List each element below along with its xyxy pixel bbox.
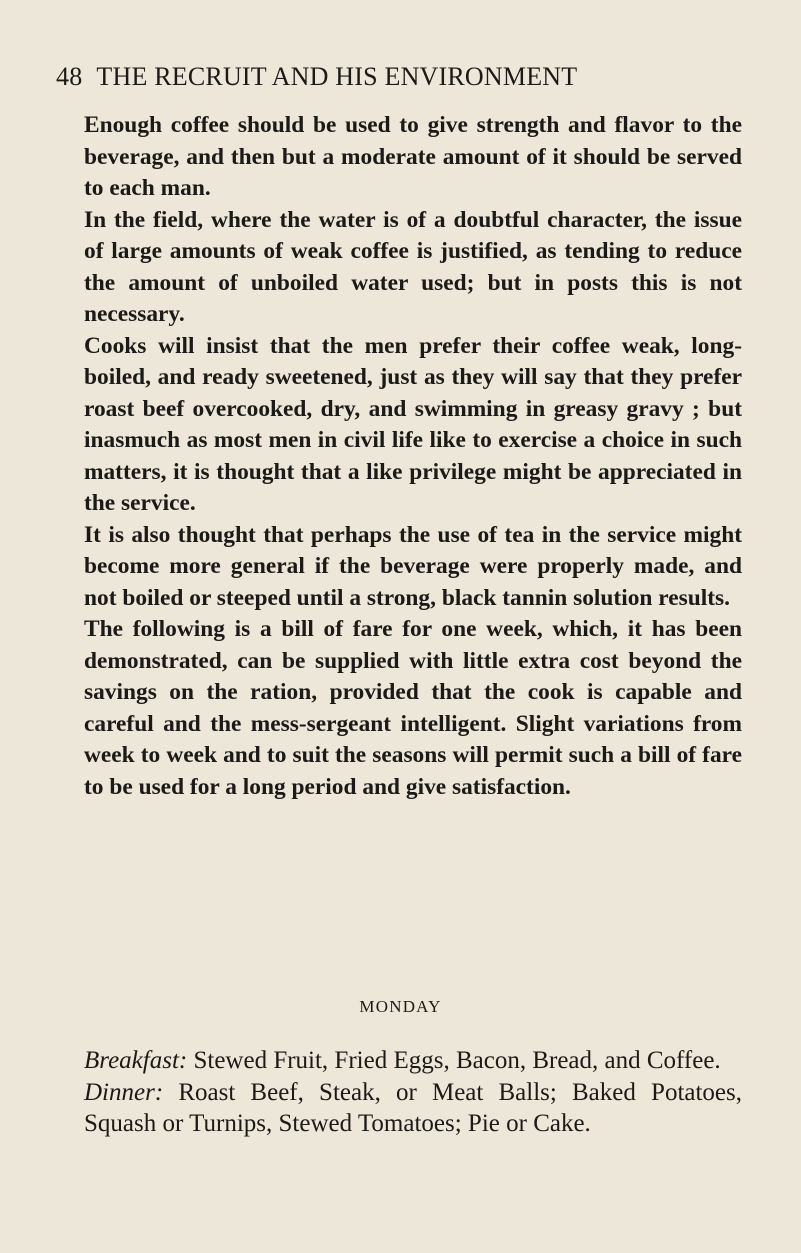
paragraph-tea: It is also thought that perhaps the use of tea in the service might become more general if the beverage were properly made, and not boiled or steeped until a strong, black tannin solution results. [84, 521, 742, 611]
section-heading-monday: MONDAY [359, 997, 442, 1016]
meal-label-breakfast: Breakfast: [84, 1047, 188, 1074]
menu-entry-breakfast [84, 1045, 742, 1077]
page-number: 48 [56, 62, 83, 91]
paragraph-bill-of-fare: The following is a bill of fare for one week, which, it has been demonstrated, can be supplied with little extra cost beyond the savings on the ration, provided that the cook is capable and careful and the mess-sergeant intelligent. Slight variations from week to week and to suit the seasons will permit such a bill of fare to be used for a long period and give satisfaction. [84, 616, 742, 800]
meal-items-breakfast: Stewed Fruit, Fried Eggs, Bacon, Bread, and Coffee. [193, 1047, 721, 1074]
meal-label-dinner: Dinner: [84, 1078, 164, 1106]
running-head [56, 60, 756, 94]
paragraph-field-water: In the field, where the water is of a doubtful character, the issue of large amounts of weak coffee is justified, as tending to reduce the amount of unboiled water used; but in posts this is not necessary. [84, 206, 742, 327]
paragraph-coffee-strength: Enough coffee should be used to give strength and flavor to the beverage, and then but a moderate amount of it should be served to each man. [84, 112, 742, 201]
paragraph-cooks-preferences: Cooks will insist that the men prefer their coffee weak, long-boiled, and ready sweetened, just as they will say that they prefer roast beef overcooked, dry, and swimming in greasy gravy ; but inasmuch as most men in civil life like to exercise a choice in such matters, it is thought that a like privilege might be appreciated in the service. [84, 332, 742, 516]
body-text [84, 110, 742, 803]
running-title: THE RECRUIT AND HIS ENVIRONMENT [96, 62, 578, 91]
menu-monday [84, 1045, 742, 1140]
meal-items-dinner: Roast Beef, Steak, or Meat Balls; Baked Potatoes, Squash or Turnips, Stewed Tomatoes; Pie or Cake. [84, 1078, 743, 1137]
menu-entry-dinner [84, 1077, 742, 1140]
